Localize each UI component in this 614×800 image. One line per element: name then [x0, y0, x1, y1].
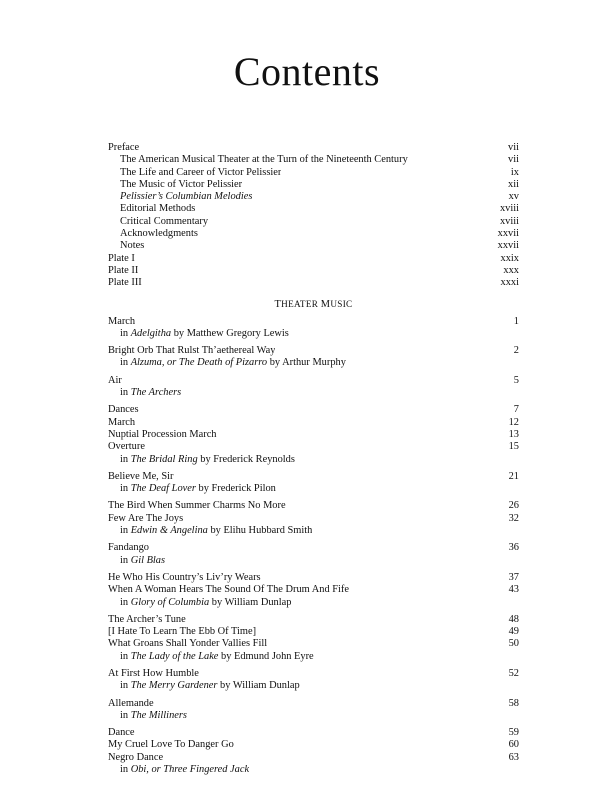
entry-page: xviii — [499, 215, 519, 227]
toc-entry — [108, 345, 519, 357]
entry-title: Dances — [108, 404, 139, 416]
source-work: Obi, or Three Fingered Jack — [130, 764, 250, 776]
entry-page: 12 — [508, 416, 519, 428]
entry-page: 7 — [513, 404, 519, 416]
entry-title: Nuptial Procession March — [108, 428, 217, 440]
page-title: Contents — [233, 49, 381, 94]
source-author: Frederick Reynolds — [213, 453, 295, 465]
entry-title: Overture — [108, 441, 145, 453]
toc-entry — [108, 584, 519, 596]
entry-page: xxvii — [497, 240, 519, 252]
entry-title: Few Are The Joys — [108, 512, 184, 524]
toc-entry — [108, 265, 519, 277]
entry-title: Bright Orb That Rulst Th’aethereal Way — [108, 345, 276, 357]
entry-page: ix — [510, 166, 519, 178]
source-line — [108, 555, 519, 567]
entry-title: My Cruel Love To Danger Go — [108, 739, 234, 751]
source-author: Matthew Gregory Lewis — [186, 327, 289, 339]
source-line — [108, 764, 519, 776]
toc-entry — [108, 441, 519, 453]
source-author: Edmund John Eyre — [234, 650, 314, 662]
entry-title: The Archer’s Tune — [108, 613, 186, 625]
toc-entry — [108, 471, 519, 483]
entry-title: Plate I — [108, 252, 135, 264]
entry-page: vii — [508, 142, 519, 153]
toc-entry — [108, 167, 519, 179]
source-author: Frederick Pilon — [211, 483, 276, 495]
entry-page: xii — [508, 178, 519, 190]
toc-entry — [108, 253, 519, 265]
toc-entry — [108, 203, 519, 215]
source-line — [108, 454, 519, 466]
entry-title: Editorial Methods — [120, 203, 196, 215]
entry-page: 63 — [508, 751, 519, 763]
source-author: Arthur Murphy — [282, 357, 346, 369]
entry-title: Notes — [120, 240, 145, 252]
entry-title: At First How Humble — [108, 667, 199, 679]
toc-entry — [108, 572, 519, 584]
source-work: Alzuma, or The Death of Pizarro — [130, 357, 268, 369]
entry-page: 43 — [508, 584, 519, 596]
entry-title: Plate II — [108, 264, 139, 276]
toc-entry — [108, 142, 519, 154]
toc-entry — [108, 429, 519, 441]
entry-page: 59 — [508, 727, 519, 739]
source-work: Adelgitha — [130, 327, 172, 339]
entry-page: 26 — [508, 500, 519, 512]
source-author: William Dunlap — [232, 680, 300, 692]
entry-title: March — [108, 315, 136, 327]
source-line — [108, 710, 519, 722]
source-text: in The Archers — [120, 387, 182, 399]
entry-page: 32 — [508, 512, 519, 524]
source-work: Gil Blas — [130, 554, 166, 566]
entry-page: xxx — [503, 264, 519, 276]
source-line — [108, 651, 519, 663]
source-author: William Dunlap — [224, 596, 292, 608]
entry-title: Air — [108, 374, 122, 386]
entry-page: 50 — [508, 638, 519, 650]
entry-page: 58 — [508, 697, 519, 709]
entry-title: [I Hate To Learn The Ebb Of Time] — [108, 626, 257, 638]
source-work: The Archers — [130, 387, 182, 399]
toc-entry — [108, 240, 519, 252]
entry-title: March — [108, 416, 136, 428]
toc-entry — [108, 404, 519, 416]
toc-entry — [108, 191, 519, 203]
entry-page: 2 — [513, 345, 519, 357]
entry-page: xviii — [499, 203, 519, 215]
entry-title: The American Musical Theater at the Turn of the Nineteenth Century — [120, 154, 408, 166]
entry-title: The Life and Career of Victor Pelissier — [120, 166, 282, 178]
toc-entry — [108, 638, 519, 650]
toc-entry — [108, 216, 519, 228]
toc-entry — [108, 228, 519, 240]
toc-entry — [108, 500, 519, 512]
entry-title: Dance — [108, 727, 135, 739]
toc-entry — [108, 614, 519, 626]
entry-title: Pelissier’s Columbian Melodies — [120, 191, 253, 203]
source-text: in Adelgitha by Matthew Gregory Lewis — [120, 327, 289, 339]
source-text: in Glory of Columbia by William Dunlap — [120, 596, 292, 608]
entry-page: 49 — [508, 626, 519, 638]
source-line — [108, 680, 519, 692]
toc-entry — [108, 668, 519, 680]
section-heading: THEATER MUSIC — [274, 298, 353, 310]
entry-page: vii — [508, 154, 519, 166]
source-text: in The Merry Gardener by William Dunlap — [120, 680, 300, 692]
source-line — [108, 597, 519, 609]
toc-entry — [108, 179, 519, 191]
source-work: The Deaf Lover — [130, 483, 196, 495]
entry-title: The Bird When Summer Charms No More — [108, 500, 286, 512]
source-work: Glory of Columbia — [130, 596, 210, 608]
entry-page: 15 — [508, 441, 519, 453]
source-line — [108, 357, 519, 369]
source-line — [108, 483, 519, 495]
entry-page: 60 — [508, 739, 519, 751]
toc-entry — [108, 154, 519, 166]
entry-page: xxvii — [497, 228, 519, 240]
source-line — [108, 525, 519, 537]
entry-title: Negro Dance — [108, 751, 164, 763]
toc-entry — [108, 513, 519, 525]
entry-title: He Who His Country’s Liv’ry Wears — [108, 571, 261, 583]
entry-page: 13 — [508, 428, 519, 440]
entry-page: 21 — [508, 470, 519, 482]
source-author: Elihu Hubbard Smith — [223, 525, 313, 537]
entry-page: 1 — [513, 315, 519, 327]
source-text: in The Bridal Ring by Frederick Reynolds — [120, 453, 295, 465]
source-line — [108, 387, 519, 399]
toc-entry — [108, 277, 519, 289]
entry-page: 48 — [508, 613, 519, 625]
source-text: in Obi, or Three Fingered Jack — [120, 764, 250, 776]
entry-page: 36 — [508, 542, 519, 554]
entry-title: Allemande — [108, 697, 154, 709]
source-text: in Edwin & Angelina by Elihu Hubbard Smith — [120, 525, 313, 537]
entry-page: 52 — [508, 667, 519, 679]
table-of-contents — [108, 142, 519, 776]
entry-title: The Music of Victor Pelissier — [120, 178, 243, 190]
entry-page: xv — [508, 191, 519, 203]
entry-title: What Groans Shall Yonder Vallies Fill — [108, 638, 268, 650]
source-work: The Merry Gardener — [130, 680, 218, 692]
toc-entry — [108, 316, 519, 328]
source-work: Edwin & Angelina — [130, 525, 208, 537]
toc-entry — [108, 727, 519, 739]
toc-entry — [108, 752, 519, 764]
toc-entry — [108, 542, 519, 554]
entry-title: Plate III — [108, 277, 142, 289]
entry-page: 5 — [513, 374, 519, 386]
entry-title: Fandango — [108, 542, 149, 554]
entry-title: Critical Commentary — [120, 215, 209, 227]
source-work: The Milliners — [130, 709, 187, 721]
source-text: in Alzuma, or The Death of Pizarro by Arthur Murphy — [120, 357, 346, 369]
entry-title: Acknowledgments — [120, 228, 198, 240]
source-text: in The Deaf Lover by Frederick Pilon — [120, 483, 276, 495]
toc-entry — [108, 698, 519, 710]
source-text: in The Milliners — [120, 709, 187, 721]
entry-title: Believe Me, Sir — [108, 470, 174, 482]
toc-entry — [108, 626, 519, 638]
toc-entry — [108, 375, 519, 387]
entry-page: xxix — [500, 252, 519, 264]
entry-page: 37 — [508, 571, 519, 583]
toc-entry — [108, 417, 519, 429]
toc-entry — [108, 739, 519, 751]
source-line — [108, 328, 519, 340]
entry-title: When A Woman Hears The Sound Of The Drum And Fife — [108, 584, 350, 596]
source-work: The Lady of the Lake — [130, 650, 219, 662]
source-work: The Bridal Ring — [130, 453, 198, 465]
source-text: in The Lady of the Lake by Edmund John Eyre — [120, 650, 314, 662]
entry-page: xxxi — [500, 277, 519, 289]
source-text: in Gil Blas — [120, 554, 166, 566]
entry-title: Preface — [108, 142, 140, 153]
